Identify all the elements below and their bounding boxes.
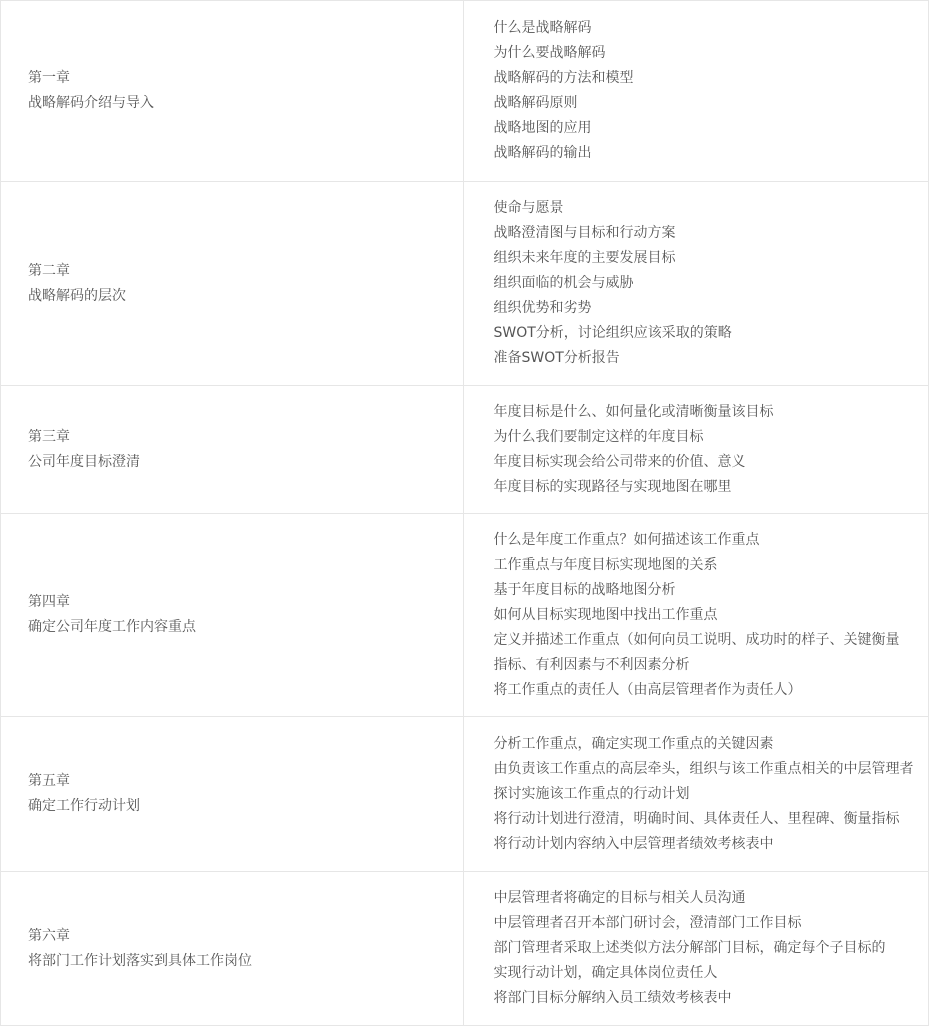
- chapter-cell: [1, 182, 464, 386]
- chapter-number: 第六章: [28, 927, 70, 944]
- topics-cell: [464, 717, 929, 872]
- chapter-title: 确定公司年度工作内容重点: [28, 619, 196, 635]
- topics-cell: [464, 182, 929, 386]
- chapter-cell: [1, 872, 464, 1026]
- chapter-number: 第五章: [28, 773, 70, 789]
- topic-item: 什么是战略解码: [493, 20, 592, 36]
- topic-item: 如何从目标实现地图中找出工作重点: [493, 606, 718, 623]
- topic-item: SWOT分析，讨论组织应该采取的策略: [493, 325, 732, 341]
- topic-item: 组织优势和劣势: [493, 300, 592, 316]
- chapter-title: 战略解码介绍与导入: [28, 95, 154, 111]
- topic-item: 使命与愿景: [493, 200, 564, 216]
- topic-item: 战略澄清图与目标和行动方案: [493, 225, 676, 241]
- chapter-cell: [1, 514, 464, 717]
- topic-item: 什么是年度工作重点？如何描述该工作重点: [493, 531, 760, 548]
- topic-item: 年度目标的实现路径与实现地图在哪里: [493, 478, 732, 495]
- topic-item: 组织未来年度的主要发展目标: [493, 250, 676, 266]
- topic-item: 将行动计划进行澄清，明确时间、具体责任人、里程碑、衡量指标: [493, 810, 900, 827]
- topic-item: 准备SWOT分析报告: [493, 350, 620, 366]
- topic-item: 指标、有利因素与不利因素分析: [493, 656, 690, 673]
- topic-item: 探讨实施该工作重点的行动计划: [493, 785, 690, 802]
- topic-item: 为什么我们要制定这样的年度目标: [493, 428, 704, 445]
- topic-item: 实现行动计划，确定具体岗位责任人: [493, 965, 718, 981]
- topic-item: 分析工作重点，确定实现工作重点的关键因素: [493, 735, 774, 752]
- topic-item: 基于年度目标的战略地图分析: [493, 581, 676, 598]
- chapter-title: 战略解码的层次: [28, 287, 126, 304]
- topic-item: 工作重点与年度目标实现地图的关系: [493, 556, 718, 573]
- topic-item: 年度目标是什么、如何量化或清晰衡量该目标: [493, 403, 774, 420]
- topic-item: 为什么要战略解码: [493, 45, 606, 61]
- chapter-number: 第二章: [28, 262, 70, 279]
- topic-item: 中层管理者召开本部门研讨会，澄清部门工作目标: [493, 915, 802, 931]
- topic-item: 战略解码原则: [493, 95, 578, 111]
- topic-item: 中层管理者将确定的目标与相关人员沟通: [493, 890, 746, 906]
- chapter-row: [1, 872, 929, 1026]
- topics-cell: [464, 1, 929, 182]
- chapter-number: 第一章: [28, 70, 70, 86]
- chapter-title: 公司年度目标澄清: [28, 453, 140, 470]
- chapter-row: [1, 514, 929, 717]
- chapter-number: 第三章: [28, 428, 70, 445]
- chapter-title: 将部门工作计划落实到具体工作岗位: [28, 952, 252, 969]
- topics-cell: [464, 514, 929, 717]
- chapter-number: 第四章: [28, 594, 70, 610]
- topic-item: 战略解码的方法和模型: [493, 70, 634, 86]
- chapter-row: [1, 182, 929, 386]
- topic-item: 将部门目标分解纳入员工绩效考核表中: [493, 990, 732, 1006]
- topic-item: 组织面临的机会与威胁: [493, 275, 634, 291]
- chapter-title: 确定工作行动计划: [28, 798, 140, 814]
- topics-cell: [464, 386, 929, 514]
- topic-item: 战略解码的输出: [493, 145, 592, 161]
- chapter-cell: [1, 386, 464, 514]
- topic-item: 年度目标实现会给公司带来的价值、意义: [493, 453, 746, 470]
- topic-item: 将工作重点的责任人（由高层管理者作为责任人）: [493, 681, 802, 698]
- topic-item: 由负责该工作重点的高层牵头，组织与该工作重点相关的中层管理者: [493, 760, 914, 777]
- topic-item: 定义并描述工作重点（如何向员工说明、成功时的样子、关键衡量: [493, 631, 900, 648]
- topics-cell: [464, 872, 929, 1026]
- chapter-row: [1, 386, 929, 514]
- chapter-cell: [1, 717, 464, 872]
- chapter-row: [1, 717, 929, 872]
- topic-item: 战略地图的应用: [493, 120, 592, 136]
- topic-item: 将行动计划内容纳入中层管理者绩效考核表中: [493, 835, 774, 852]
- chapter-cell: [1, 1, 464, 182]
- topic-item: 部门管理者采取上述类似方法分解部门目标，确定每个子目标的: [493, 940, 886, 956]
- chapter-row: [1, 1, 929, 182]
